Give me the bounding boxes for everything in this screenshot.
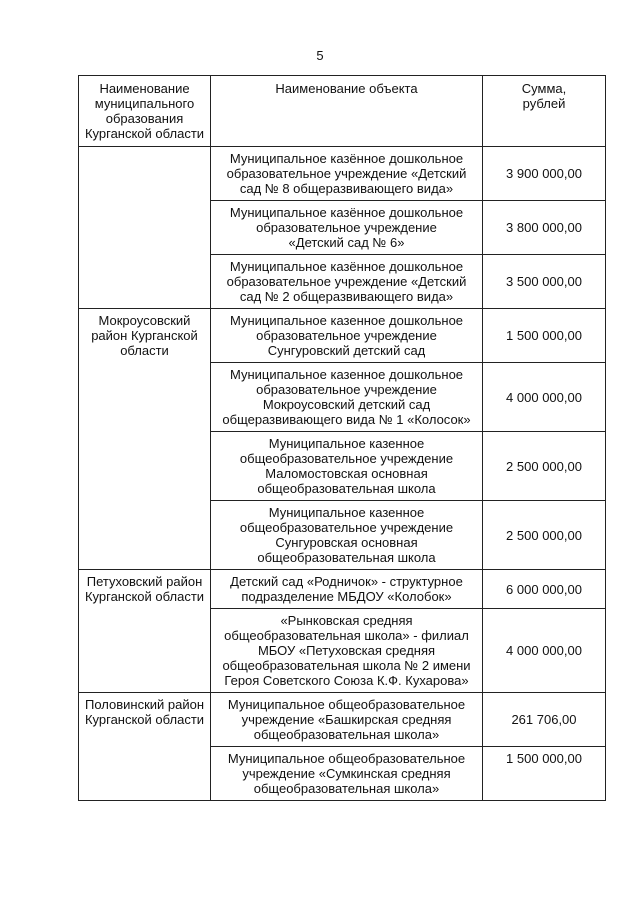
district-cell — [79, 147, 211, 309]
sum-cell: 3 900 000,00 — [483, 147, 606, 201]
table-header-row — [79, 76, 606, 147]
sum-cell: 6 000 000,00 — [483, 570, 606, 609]
header-object: Наименование объекта — [211, 76, 483, 147]
funding-table — [78, 75, 606, 801]
object-cell: Муниципальное казенное дошкольное образовательное учреждение Мокроусовский детский сад общеразвивающего вида № 1 «Колосок» — [211, 363, 483, 432]
table-row — [79, 309, 606, 363]
district-cell: Петуховский район Курганской области — [79, 570, 211, 693]
sum-cell: 4 000 000,00 — [483, 363, 606, 432]
object-cell: Муниципальное казенное общеобразовательное учреждение Сунгуровская основная общеобразовательная школа — [211, 501, 483, 570]
district-cell: Мокроусовский район Курганской области — [79, 309, 211, 570]
object-cell: Муниципальное общеобразовательное учреждение «Башкирская средняя общеобразовательная школа» — [211, 693, 483, 747]
object-cell: «Рынковская средняя общеобразовательная школа» - филиал МБОУ «Петуховская средняя общеобразовательная школа № 2 имени Героя Советского Союза К.Ф. Кухарова» — [211, 609, 483, 693]
sum-cell: 4 000 000,00 — [483, 609, 606, 693]
object-cell: Муниципальное казённое дошкольное образовательное учреждение «Детский сад № 6» — [211, 201, 483, 255]
object-cell: Детский сад «Родничок» - структурное подразделение МБДОУ «Колобок» — [211, 570, 483, 609]
table-row — [79, 693, 606, 747]
object-cell: Муниципальное казенное общеобразовательное учреждение Маломостовская основная общеобразовательная школа — [211, 432, 483, 501]
sum-cell: 1 500 000,00 — [483, 747, 606, 801]
object-cell: Муниципальное казённое дошкольное образовательное учреждение «Детский сад № 2 общеразвивающего вида» — [211, 255, 483, 309]
sum-cell: 3 500 000,00 — [483, 255, 606, 309]
table-row — [79, 147, 606, 201]
table-row — [79, 570, 606, 609]
object-cell: Муниципальное казенное дошкольное образовательное учреждение Сунгуровский детский сад — [211, 309, 483, 363]
sum-cell: 261 706,00 — [483, 693, 606, 747]
sum-cell: 2 500 000,00 — [483, 432, 606, 501]
sum-cell: 3 800 000,00 — [483, 201, 606, 255]
page-number: 5 — [316, 48, 324, 63]
sum-cell: 1 500 000,00 — [483, 309, 606, 363]
district-cell: Половинский район Курганской области — [79, 693, 211, 801]
sum-cell: 2 500 000,00 — [483, 501, 606, 570]
object-cell: Муниципальное общеобразовательное учреждение «Сумкинская средняя общеобразовательная школа» — [211, 747, 483, 801]
object-cell: Муниципальное казённое дошкольное образовательное учреждение «Детский сад № 8 общеразвивающего вида» — [211, 147, 483, 201]
header-sum: Сумма, рублей — [483, 76, 606, 147]
header-district: Наименование муниципального образования Курганской области — [79, 76, 211, 147]
